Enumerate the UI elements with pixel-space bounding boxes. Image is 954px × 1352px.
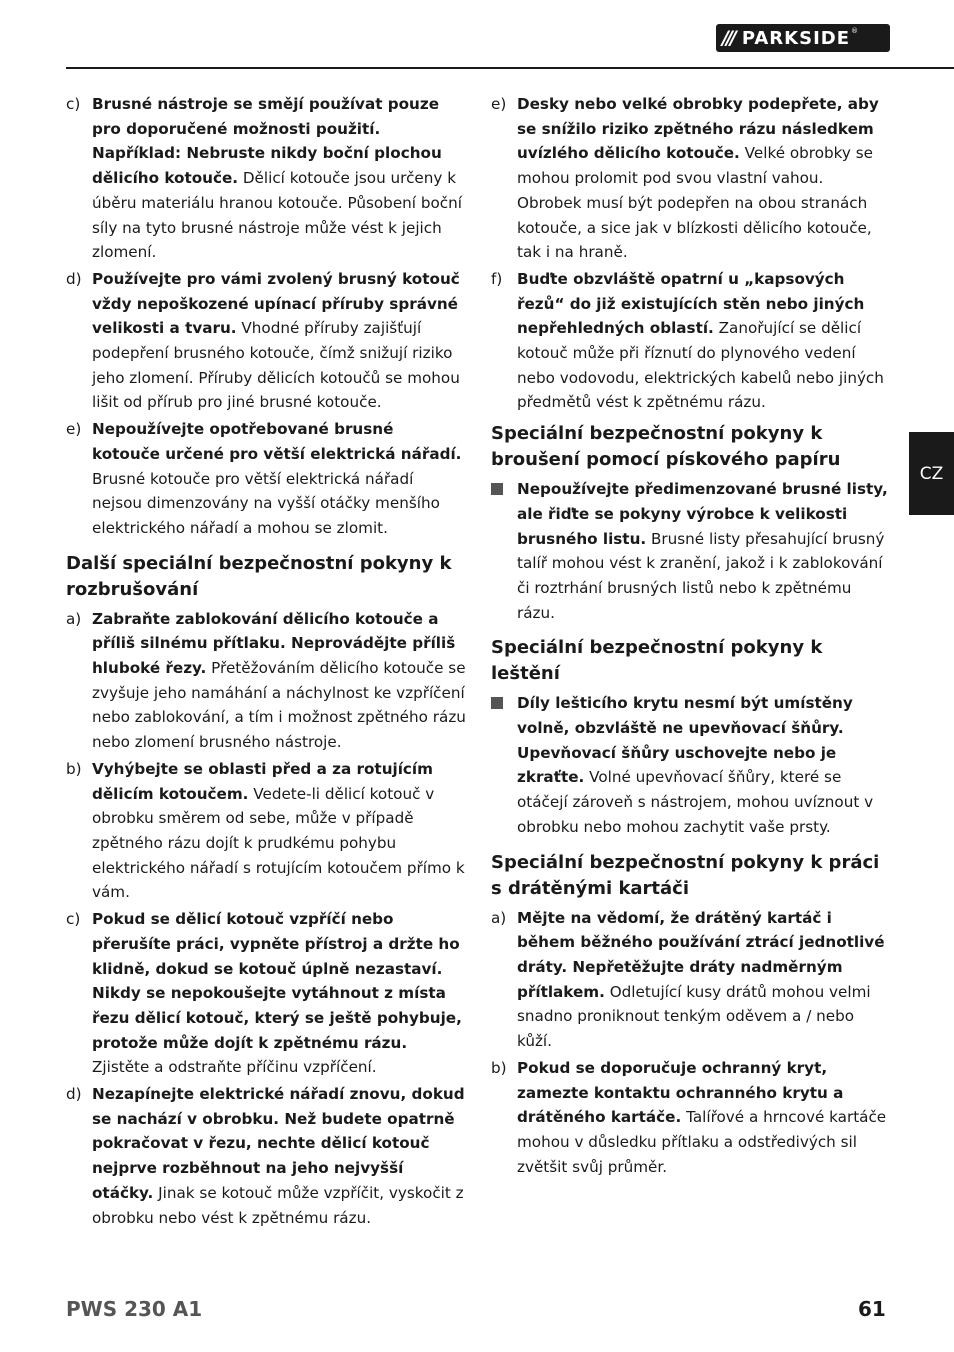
list-item [66, 607, 466, 755]
footer-model: PWS 230 A1 [66, 1297, 203, 1321]
item-normal-text: Zjistěte a odstraňte příčinu vzpříčení. [92, 1058, 377, 1077]
item-bold-text: Nepoužívejte opotřebované brusné kotouče určené pro větší elektrická nářadí. [92, 420, 462, 463]
left-heading: Další speciální bezpečnostní pokyny k rozbrušování [66, 552, 452, 600]
list-item [66, 757, 466, 905]
list-item [491, 906, 891, 1054]
item-label: d) [66, 1085, 82, 1104]
item-normal-text: Brusné listy přesahující brusný talíř mohou vést k zranění, jakož i k zablokování či roztrhání brusných listů nebo k zpětnému rázu. [517, 529, 885, 622]
item-normal-text: Přetěžováním dělicího kotouče se zvyšuje jeho namáhání a náchylnost ke vzpříčení nebo zablokování, a tím i možnost zpětného rázu nebo zlomení brusného nástroje. [92, 659, 466, 752]
item-normal-text: Vhodné příruby zajišťují podepření brusného kotouče, čímž snižují riziko jeho zlomení. Příruby dělicích kotoučů se mohou lišit od přírub pro jiné brusné kotouče. [92, 319, 460, 412]
list-item [491, 92, 891, 265]
right-heading-wire-brush: Speciální bezpečnostní pokyny k práci s drátěnými kartáči [491, 851, 880, 899]
item-bold-text: Zabraňte zablokování dělicího kotouče a příliš silnému přítlaku. Neprovádějte příliš hluboké řezy. [92, 609, 456, 678]
item-bold-text: Mějte na vědomí, že drátěný kartáč i během běžného používání ztrácí jednotlivé dráty. Nepřetěžujte dráty nadměrným přítlakem. [517, 908, 885, 1001]
item-bold-text: Díly lešticího krytu nesmí být umístěny volně, obzvláště ne upevňovací šňůry. Upevňovací šňůry uschovejte nebo je zkraťte. [517, 694, 853, 787]
item-normal-text: Vedete-li dělicí kotouč v obrobku směrem od sebe, může v případě zpětného rázu dojít k prudkému pohybu elektrického nářadí s rotujícím kotoučem přímo k vám. [92, 784, 465, 902]
item-normal-text: Talířové a hrncové kartáče mohou v důsledku přítlaku a odstředivých sil zvětšit svůj průměr. [517, 1108, 887, 1176]
item-label: c) [66, 910, 81, 929]
item-bold-text: Nezapínejte elektrické nářadí znovu, dokud se nachází v obrobku. Než budete opatrně pokračovat v řezu, nechte dělicí kotouč nejprve rozběhnout na jeho nejvyšší otáčky. [92, 1085, 465, 1202]
list-item [66, 1082, 466, 1230]
item-normal-text: Jinak se kotouč může vzpříčit, vyskočit z obrobku nebo vést k zpětnému rázu. [92, 1183, 464, 1227]
item-label: e) [66, 420, 82, 439]
list-item [66, 267, 466, 415]
list-item [491, 691, 891, 839]
item-normal-text: Velké obrobky se mohou prolomit pod svou vlastní vahou. Obrobek musí být podepřen na obou stranách kotouče, a sice jak v blízkosti dělicího kotouče, tak i na hraně. [517, 144, 873, 262]
list-item [66, 907, 466, 1080]
right-column [491, 92, 891, 1181]
bullet-square-icon [491, 697, 503, 709]
item-bold-text: Desky nebo velké obrobky podepřete, aby se snížilo riziko zpětného rázu následkem uvízlého dělicího kotouče. [517, 95, 879, 163]
list-item [491, 1056, 891, 1180]
item-bold-text: Pokud se doporučuje ochranný kryt, zamezte kontaktu ochranného krytu a drátěného kartáče. [517, 1058, 844, 1127]
item-label: f) [491, 269, 503, 288]
language-tab [909, 432, 954, 515]
item-bold-text: Vyhýbejte se oblasti před a za rotujícím dělicím kotoučem. [92, 759, 433, 803]
language-tab-label: CZ [919, 463, 944, 484]
list-item [491, 477, 891, 625]
item-bold-text: Pokud se dělicí kotouč vzpříčí nebo přerušíte práci, vypněte přístroj a držte ho klidně, dokud se kotouč úplně nezastaví. Nikdy se nepokoušejte vytáhnout z místa řezu dělicí kotouč, který se ještě pohybuje, protože může dojít k zpětnému rázu. [92, 910, 462, 1052]
item-bold-text: Používejte pro vámi zvolený brusný kotouč vždy nepoškozené upínací příruby správné velikosti a tvaru. [92, 269, 460, 338]
logo-brand: PARKSIDE [741, 27, 851, 49]
logo-registered: ® [851, 27, 859, 35]
item-label: b) [491, 1058, 507, 1077]
item-normal-text: Brusné kotouče pro větší elektrická nářadí nejsou dimenzovány na vyšší otáčky menšího elektrického nářadí a mohou se zlomit. [92, 469, 440, 537]
item-bold-text: Brusné nástroje se smějí používat pouze pro doporučené možnosti použití. Například: Nebruste nikdy boční plochou dělicího kotouče. [92, 95, 442, 188]
right-heading-polishing: Speciální bezpečnostní pokyny k leštění [491, 637, 823, 685]
item-normal-text: Odletující kusy drátů mohou velmi snadno proniknout tenkým oděvem a / nebo kůží. [517, 982, 871, 1051]
item-label: a) [491, 908, 507, 927]
item-label: e) [491, 95, 507, 113]
item-bold-text: Nepoužívejte předimenzované brusné listy, ale řiďte se pokyny výrobce k velikosti brusného listu. [517, 480, 888, 548]
logo-slashes: /// [722, 27, 734, 49]
item-normal-text: Zanořující se dělicí kotouč může při říznutí do plynového vedení nebo vodovodu, elektrických kabelů nebo jiných předmětů vést k zpětnému rázu. [517, 319, 884, 412]
item-normal-text: Volné upevňovací šňůry, které se otáčejí zároveň s nástrojem, mohou uvíznout v obrobku nebo mohou zachytit vaše prsty. [517, 768, 874, 836]
list-item [66, 92, 466, 265]
list-item [66, 417, 466, 541]
list-item [491, 267, 891, 415]
item-normal-text: Dělicí kotouče jsou určeny k úběru materiálu hranou kotouče. Působení boční síly na tyto brusné nástroje může vést k jejich zlomení. [92, 169, 462, 262]
parkside-logo [716, 24, 890, 52]
page-number: 61 [858, 1297, 886, 1321]
item-label: d) [66, 269, 82, 288]
right-heading-sanding: Speciální bezpečnostní pokyny k broušení pomocí pískového papíru [491, 423, 841, 471]
item-bold-text: Buďte obzvláště opatrní u „kapsových řezů“ do již existujících stěn nebo jiných nepřehledných oblastí. [517, 269, 865, 338]
header-rule [66, 67, 954, 69]
bullet-square-icon [491, 483, 503, 495]
item-label: a) [66, 609, 82, 628]
item-label: c) [66, 95, 81, 113]
item-label: b) [66, 759, 82, 778]
left-column [66, 92, 466, 1232]
